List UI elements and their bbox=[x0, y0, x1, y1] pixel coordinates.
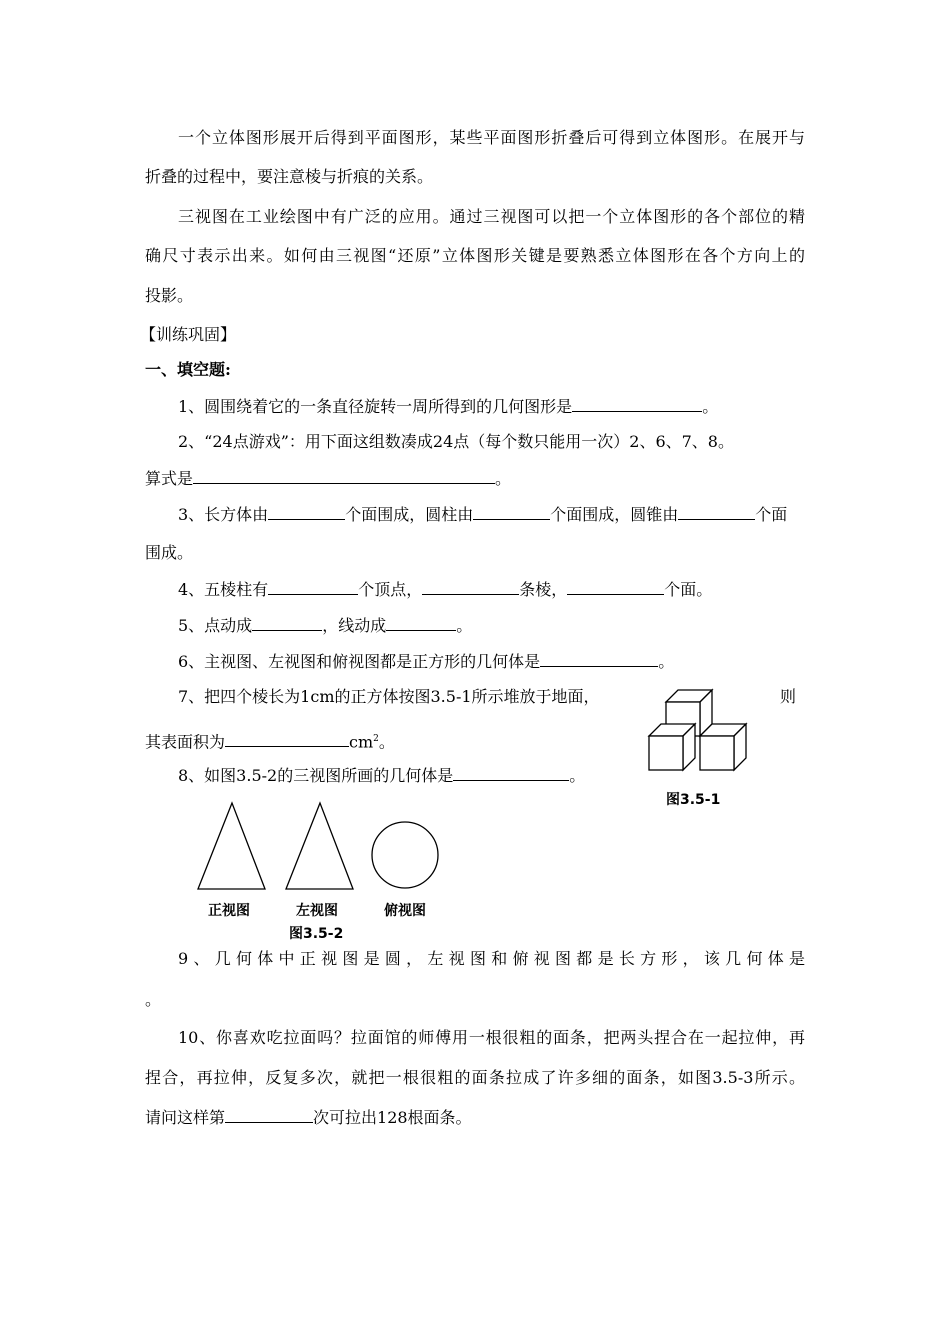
question-9-line-1: 9、几何体中正视图是圆，左视图和俯视图都是长方形，该几何体是 bbox=[178, 949, 805, 968]
question-1-end: 。 bbox=[702, 397, 719, 416]
question-3-blank-1[interactable] bbox=[268, 503, 345, 520]
question-6-answer-blank[interactable] bbox=[540, 650, 658, 667]
question-4-text-a: 4、五棱柱有 bbox=[178, 580, 269, 599]
question-8 bbox=[178, 764, 585, 787]
section-title: 【训练巩固】 bbox=[140, 325, 237, 344]
question-7-unit: cm bbox=[349, 732, 374, 752]
question-8-end: 。 bbox=[569, 766, 586, 785]
question-2-end: 。 bbox=[495, 469, 512, 488]
question-10-answer-blank[interactable] bbox=[225, 1106, 313, 1123]
question-4-blank-1[interactable] bbox=[268, 578, 358, 595]
question-1-answer-blank[interactable] bbox=[572, 395, 702, 412]
question-5-blank-2[interactable] bbox=[386, 614, 456, 631]
intro-paragraph-2-line-3: 投影。 bbox=[145, 286, 194, 305]
question-4-blank-3[interactable] bbox=[567, 578, 664, 595]
question-10-line-3 bbox=[145, 1106, 472, 1129]
question-5 bbox=[178, 614, 472, 637]
question-7-unit-exponent: 2 bbox=[373, 734, 379, 744]
question-7-label: 其表面积为 bbox=[145, 732, 226, 752]
part-title: 一、填空题: bbox=[145, 360, 231, 379]
top-view-label: 俯视图 bbox=[384, 903, 426, 919]
question-1-text: 1、圆围绕着它的一条直径旋转一周所得到的几何图形是 bbox=[178, 397, 573, 416]
question-7: 7、把四个棱长为1cm的正方体按图3.5-1所示堆放于地面， bbox=[178, 687, 600, 706]
figure-3-5-2-caption: 图3.5-2 bbox=[289, 926, 344, 942]
question-4 bbox=[178, 578, 712, 601]
intro-paragraph-2-line-2: 确尺寸表示出来。如何由三视图“还原”立体图形关键是要熟悉立体图形在各个方向上的 bbox=[145, 246, 805, 265]
question-4-text-b: 个顶点， bbox=[358, 580, 423, 599]
figure-3-5-1-caption: 图3.5-1 bbox=[666, 792, 721, 808]
question-7-tail: 则 bbox=[780, 687, 797, 706]
front-view-triangle bbox=[198, 803, 265, 889]
figure-3-5-2-views bbox=[190, 798, 450, 894]
bottom-right-cube bbox=[700, 724, 746, 770]
question-6-text: 6、主视图、左视图和俯视图都是正方形的几何体是 bbox=[178, 652, 541, 671]
question-1 bbox=[178, 395, 718, 418]
question-10-line-2: 捏合，再拉伸，反复多次，就把一根很粗的面条拉成了许多细的面条，如图3.5-3所示。 bbox=[145, 1068, 805, 1087]
question-3-line-2: 围成。 bbox=[145, 543, 194, 562]
question-3-blank-2[interactable] bbox=[473, 503, 550, 520]
top-view-circle bbox=[372, 822, 438, 888]
question-2-answer-blank[interactable] bbox=[193, 467, 495, 484]
question-5-text-a: 5、点动成 bbox=[178, 616, 253, 635]
question-6-end: 。 bbox=[658, 652, 675, 671]
question-3-text-c: 个面围成，圆锥由 bbox=[550, 505, 679, 524]
bottom-left-cube bbox=[649, 724, 695, 770]
question-8-text: 8、如图3.5-2的三视图所画的几何体是 bbox=[178, 766, 454, 785]
left-view-label: 左视图 bbox=[296, 903, 338, 919]
question-3-text-b: 个面围成，圆柱由 bbox=[345, 505, 474, 524]
question-7-end: 。 bbox=[378, 732, 395, 752]
question-2-line-2 bbox=[145, 467, 511, 490]
question-3-text-d: 个面 bbox=[755, 505, 788, 524]
question-10-line-1: 10、你喜欢吃拉面吗？拉面馆的师傅用一根很粗的面条，把两头捏合在一起拉伸，再 bbox=[178, 1028, 805, 1047]
question-3-blank-3[interactable] bbox=[678, 503, 755, 520]
question-3-text-a: 3、长方体由 bbox=[178, 505, 269, 524]
question-4-text-c: 条棱， bbox=[519, 580, 568, 599]
front-view-label: 正视图 bbox=[208, 903, 250, 919]
figure-3-5-1-cubes bbox=[640, 684, 760, 784]
question-5-text-c: 。 bbox=[456, 616, 473, 635]
question-5-text-b: ，线动成 bbox=[322, 616, 387, 635]
question-4-blank-2[interactable] bbox=[422, 578, 519, 595]
left-view-triangle bbox=[286, 803, 353, 889]
question-4-text-d: 个面。 bbox=[664, 580, 713, 599]
question-2-label: 算式是 bbox=[145, 469, 194, 488]
intro-paragraph-1-line-1: 一个立体图形展开后得到平面图形，某些平面图形折叠后可得到立体图形。在展开与 bbox=[178, 128, 805, 147]
question-7-line-2 bbox=[145, 728, 395, 753]
question-7-answer-blank[interactable] bbox=[225, 730, 349, 747]
question-10-text-a: 请问这样第 bbox=[145, 1108, 226, 1127]
intro-paragraph-1-line-2: 折叠的过程中，要注意棱与折痕的关系。 bbox=[145, 167, 434, 186]
question-3 bbox=[178, 503, 787, 526]
question-5-blank-1[interactable] bbox=[252, 614, 322, 631]
intro-paragraph-2-line-1: 三视图在工业绘图中有广泛的应用。通过三视图可以把一个立体图形的各个部位的精 bbox=[178, 207, 805, 226]
question-2: 2、“24点游戏”：用下面这组数凑成24点（每个数只能用一次）2、6、7、8。 bbox=[178, 432, 734, 451]
question-9-line-2: 。 bbox=[145, 990, 162, 1009]
question-10-text-b: 次可拉出128根面条。 bbox=[313, 1108, 472, 1127]
question-6 bbox=[178, 650, 674, 673]
question-8-answer-blank[interactable] bbox=[453, 764, 569, 781]
